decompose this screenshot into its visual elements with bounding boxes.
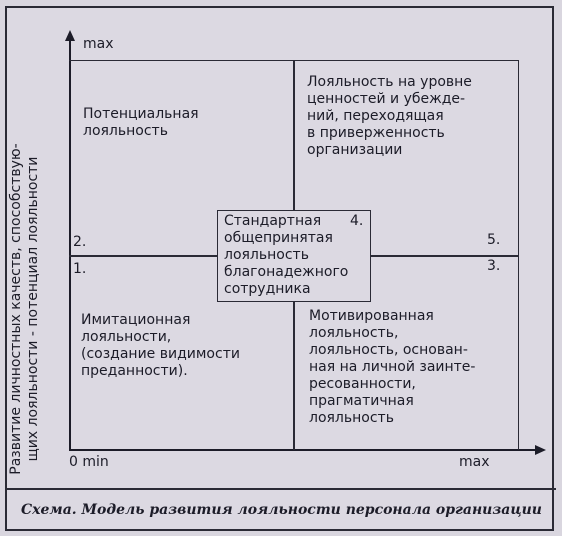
center-box — [217, 210, 371, 302]
y-axis-arrow — [65, 30, 75, 41]
quadrant-bottom-left: Имитационная лояльности, (создание видимости преданности). — [81, 312, 240, 379]
center-text: Стандартная общепринятая лояльность благонадежного сотрудника — [224, 213, 349, 297]
y-axis-label: Развитие личностных качеств, способствую- щих лояльности - потенциал лояльности — [8, 143, 41, 475]
marker-1: 1. — [73, 261, 87, 277]
figure-frame — [5, 6, 554, 531]
x-axis-arrow — [535, 445, 546, 455]
marker-4: 4. — [350, 213, 364, 229]
marker-3: 3. — [487, 258, 501, 274]
x-max-label: max — [459, 454, 490, 470]
y-max-label: max — [83, 36, 114, 52]
caption-separator — [7, 488, 556, 490]
figure-caption: Схема. Модель развития лояльности персонала организации — [21, 502, 542, 518]
quadrant-top-right: Лояльность на уровне ценностей и убежде- ний, переходящая в приверженность организации — [307, 74, 472, 158]
quadrant-top-left: Потенциальная лояльность — [83, 106, 199, 139]
marker-5: 5. — [487, 232, 501, 248]
quadrant-bottom-right: Мотивированная лояльность, лояльность, основан- ная на личной заинте- ресованности, прагматичная лояльность — [309, 308, 476, 426]
x-min-label: 0 min — [69, 454, 109, 470]
marker-2: 2. — [73, 234, 87, 250]
